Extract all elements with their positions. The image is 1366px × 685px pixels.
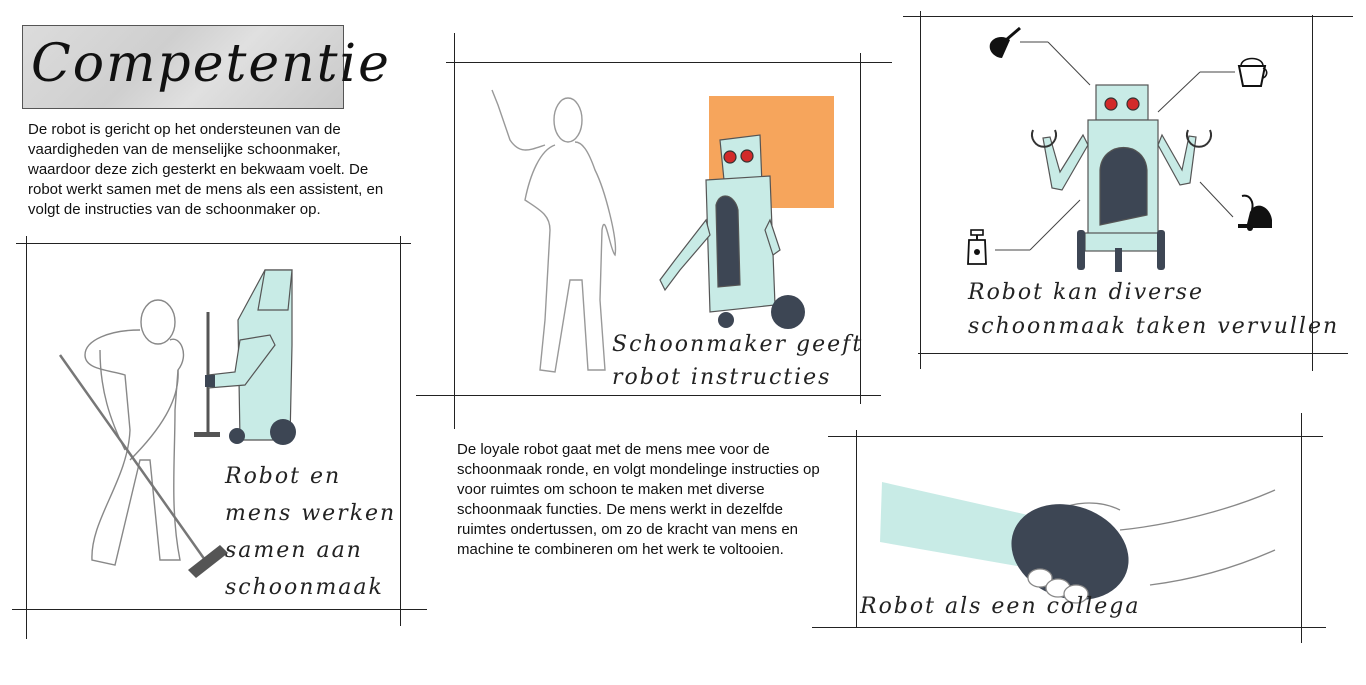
panel1-frame-top: [16, 243, 411, 244]
panel2-caption-line: robot instructies: [612, 365, 832, 390]
bucket-icon: [1235, 54, 1269, 90]
intro-text: De robot is gericht op het ondersteunen van de vaardigheden van de menselijke schoonmaker, waardoor deze zich gesterkt en bekwaam voelt. De robot werkt samen met de mens als een assistent, en volgt de instructies van de schoonmaker op.: [28, 121, 384, 218]
panel1-caption-line: samen aan: [225, 538, 363, 563]
panel3-frame-left: [920, 11, 921, 369]
broom-icon: [986, 26, 1026, 62]
title-box: [22, 25, 391, 109]
panel1-caption-line: mens werken: [225, 501, 397, 526]
panel1-caption-line: schoonmaak: [225, 575, 384, 600]
middle-text: De loyale robot gaat met de mens mee voor de schoonmaak ronde, en volgt mondelinge instructies op voor ruimtes om schoon te maken met diverse schoonmaak functies. De mens werkt in dezelfde ruimtes ondertussen, om zo de kracht van mens en machine te combineren om het werk te voltooien.: [457, 441, 820, 558]
panel2-frame-left: [454, 33, 455, 429]
panel1-frame-right: [400, 236, 401, 626]
spray-bottle-icon: [965, 228, 989, 268]
panel1-caption-line: Robot en: [225, 464, 342, 489]
panel1-caption: [225, 458, 396, 606]
page-title: Competentie: [31, 34, 391, 94]
panel3-frame-top: [903, 16, 1353, 17]
panel4-caption: Robot als een collega: [860, 594, 1141, 619]
panel1-frame-left: [26, 236, 27, 639]
panel2-caption: [612, 328, 863, 394]
panel4-frame-bottom: [812, 627, 1326, 628]
panel3-caption: [968, 276, 1339, 344]
panel2-frame-bottom: [416, 395, 881, 396]
panel4-frame-top: [828, 436, 1323, 437]
panel4-frame-left: [856, 430, 857, 627]
vacuum-icon: [1236, 192, 1278, 232]
panel3-caption-line: Robot kan diverse: [968, 280, 1204, 305]
panel3-frame-bottom: [918, 353, 1348, 354]
panel2-caption-line: Schoonmaker geeft: [612, 332, 864, 357]
panel4-frame-right: [1301, 413, 1302, 643]
panel3-caption-line: schoonmaak taken vervullen: [968, 314, 1340, 339]
panel2-frame-top: [446, 62, 892, 63]
panel1-frame-bottom: [12, 609, 427, 610]
